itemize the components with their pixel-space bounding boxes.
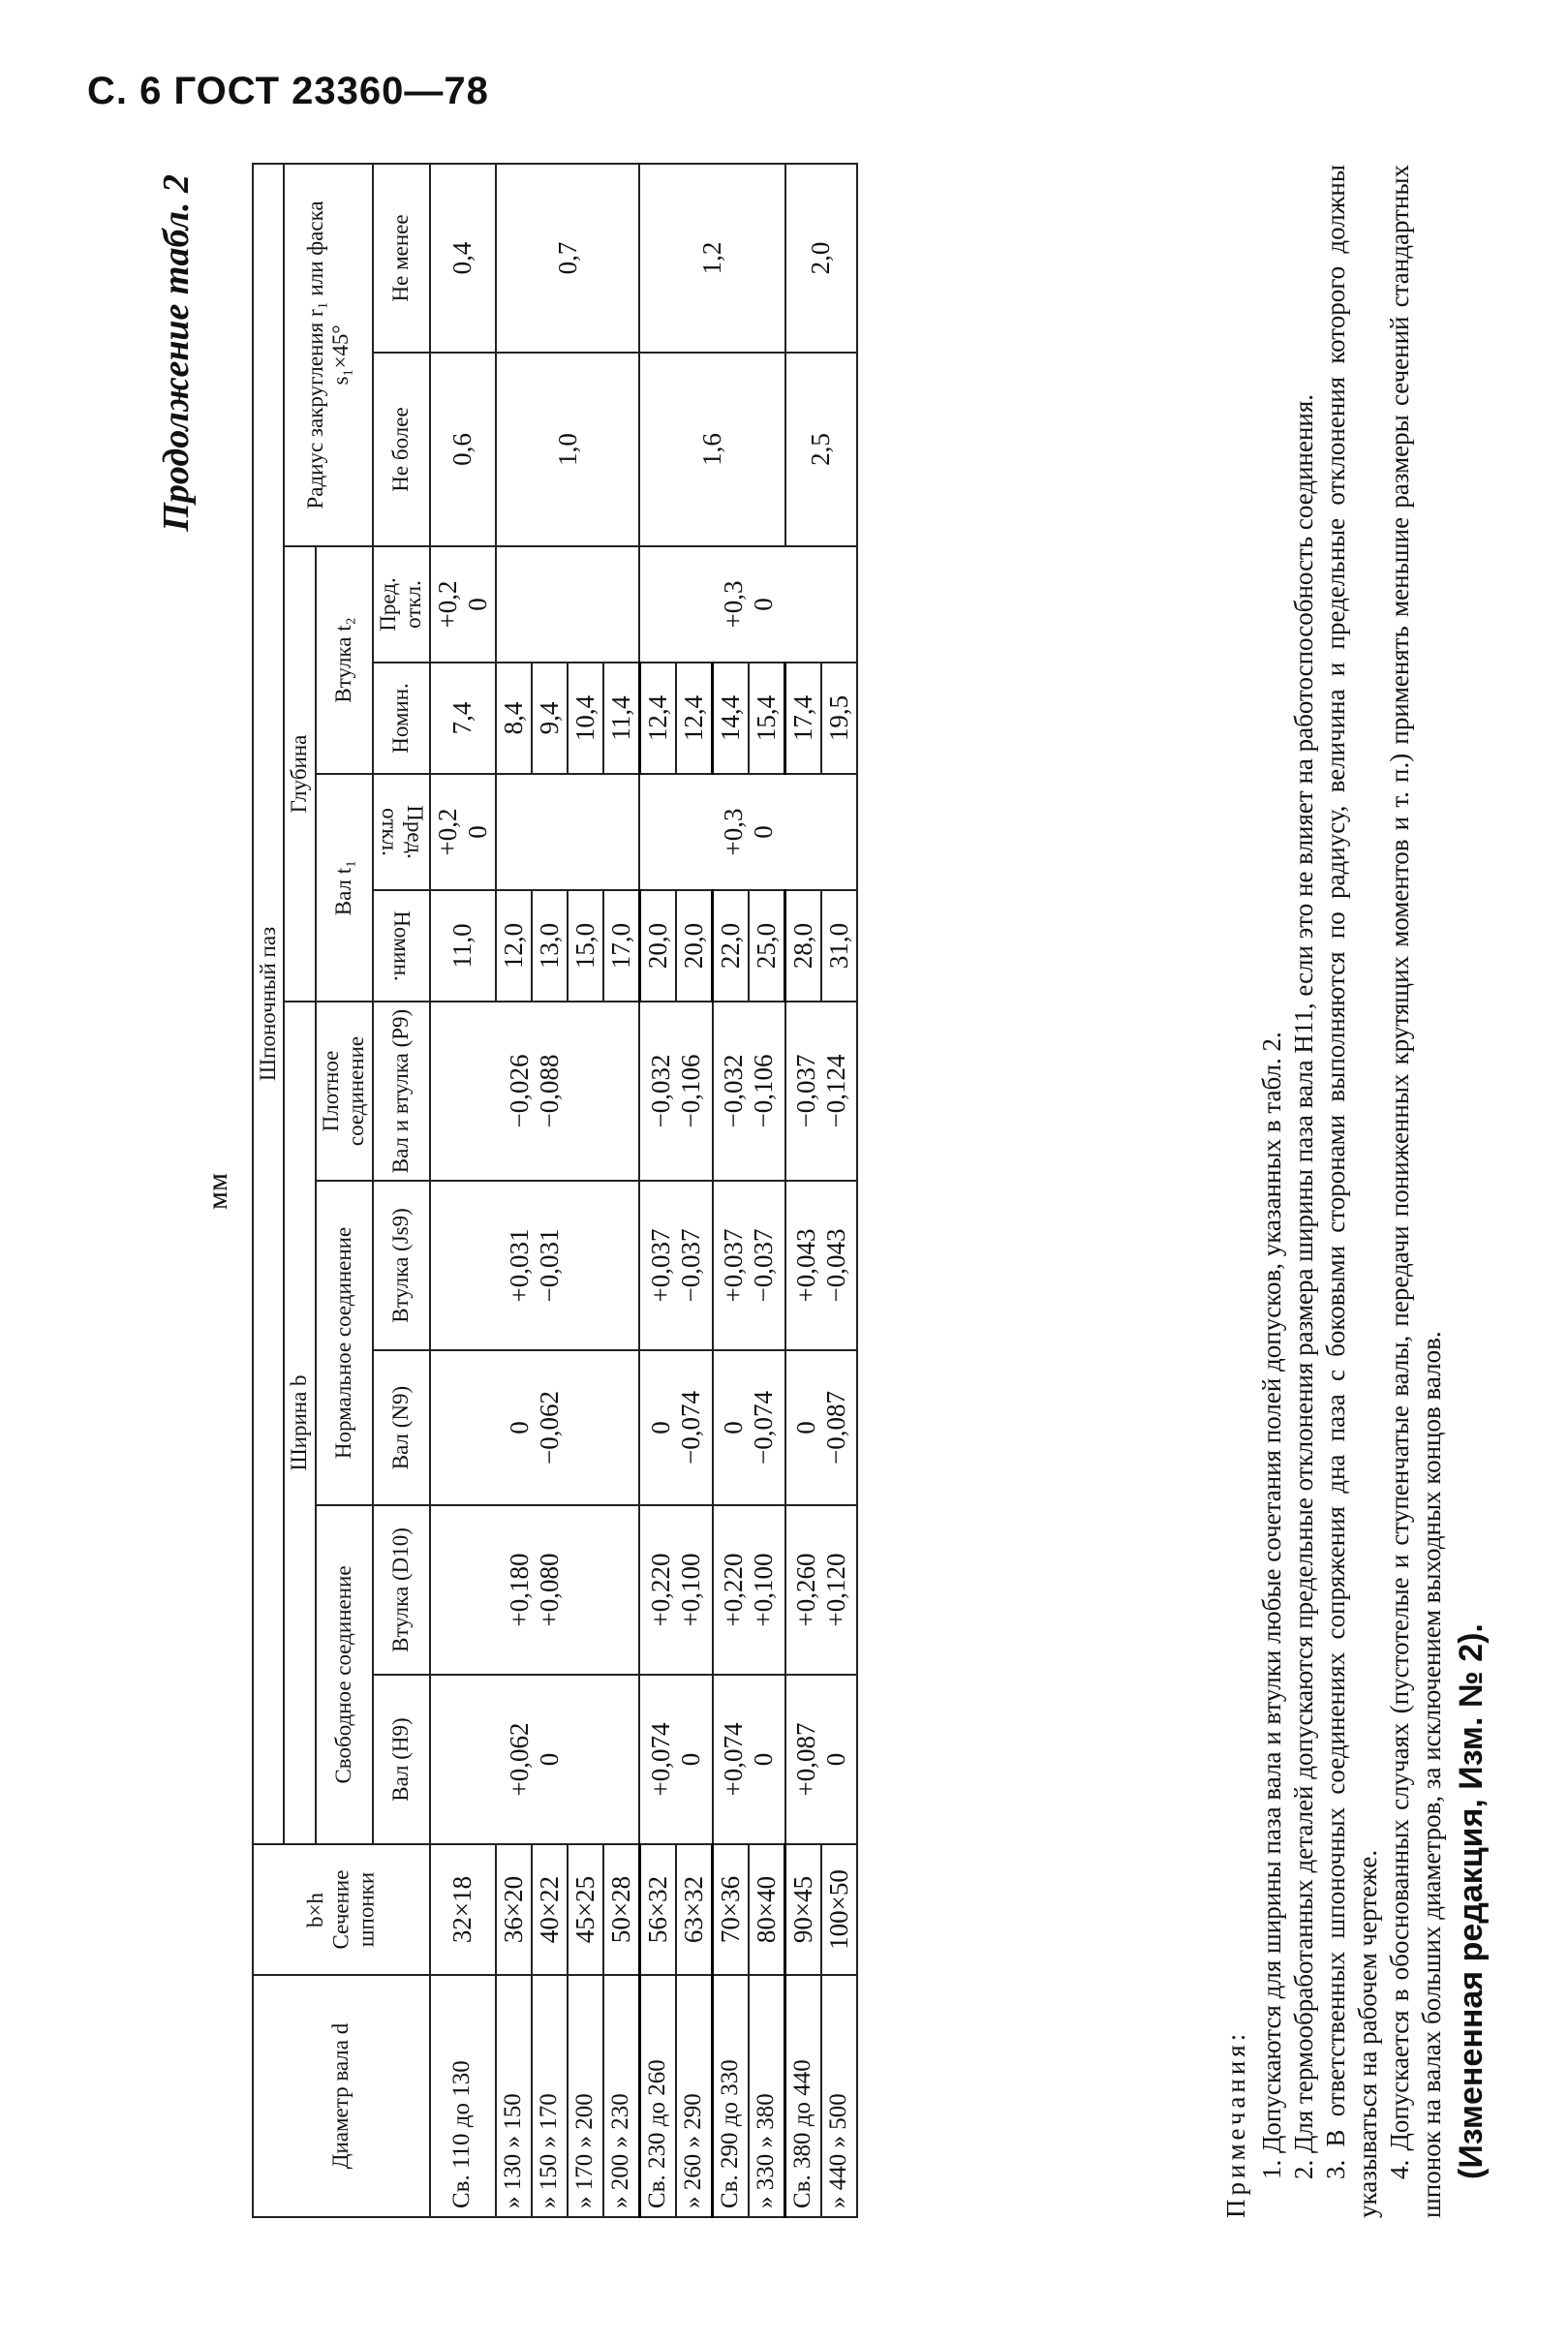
shaft-h9-cell: +0,062 0 [430, 1675, 640, 1844]
diameter-cell: » 330 » 380 [749, 1975, 785, 2217]
table-caption: Продолжение табл. 2 [156, 174, 197, 532]
note-3: 3. В ответственных шпоночных соединениях сопряжения дна паза с боковыми сторонами выполняются по радиусу, величина и предельные отклонения которого должны указываться на рабочем чертеже. [1320, 165, 1382, 2218]
diameter-cell: » 440 » 500 [821, 1975, 857, 2217]
section-cell: 80×40 [749, 1844, 785, 1975]
t1-nominal-cell: 17,0 [603, 890, 640, 1002]
t1-nominal-cell: 13,0 [532, 890, 568, 1002]
t1-nominal-cell: 20,0 [639, 890, 676, 1002]
t1-nominal-cell: 25,0 [749, 890, 785, 1002]
header-tight: Плотное соединение [316, 1002, 373, 1181]
radius-max-cell: 1,0 [496, 353, 640, 546]
hub-js9-cell: +0,031 −0,031 [430, 1181, 640, 1350]
diameter-cell: » 170 » 200 [568, 1975, 603, 2217]
t2-nominal-cell: 19,5 [821, 663, 857, 774]
section-cell: 50×28 [603, 1844, 640, 1975]
t1-nominal-cell: 22,0 [713, 890, 750, 1002]
header-shaft-n9: Вал (N9) [373, 1350, 430, 1505]
units-label: мм [201, 1173, 233, 1210]
t2-nominal-cell: 14,4 [713, 663, 750, 774]
section-cell: 90×45 [785, 1844, 822, 1975]
header-hub-t2: Втулка t₂ [316, 546, 373, 774]
shaft-n9-cell: 0 −0,087 [785, 1350, 858, 1505]
header-t1-nominal: Номин. [373, 890, 430, 1002]
header-t1-tolerance: Пред. откл. [373, 774, 430, 890]
header-hub-js9: Втулка (Js9) [373, 1181, 430, 1350]
t2-tolerance-cell: +0,2 0 [430, 546, 496, 663]
section-cell: 100×50 [821, 1844, 857, 1975]
section-cell: 45×25 [568, 1844, 603, 1975]
shaft-hub-p9-cell: −0,026 −0,088 [430, 1002, 640, 1181]
hub-d10-cell: +0,220 +0,100 [639, 1505, 712, 1675]
radius-min-cell: 1,2 [639, 164, 784, 353]
shaft-hub-p9-cell: −0,032 −0,106 [639, 1002, 712, 1181]
notes-title: Примечания: [1221, 2029, 1250, 2218]
hub-d10-cell: +0,180 +0,080 [430, 1505, 640, 1675]
note-4: 4. Допускается в обоснованных случаях (пустотелые и ступенчатые валы, передачи пониженных крутящих моментов и т. п.) применять меньшие размеры сечений стандартных шпонок на валах больших диаметров, за исключением выходных концов валов. [1384, 165, 1446, 2218]
radius-max-cell: 0,6 [430, 353, 496, 546]
section-cell: 36×20 [496, 1844, 532, 1975]
table-row [785, 164, 822, 2217]
shaft-hub-p9-cell: −0,032 −0,106 [713, 1002, 785, 1181]
header-shaft-t1: Вал t₁ [316, 774, 373, 1002]
header-free: Свободное соединение [316, 1505, 373, 1844]
header-keyway: Шпоночный паз [253, 164, 284, 1844]
header-section: Сечение шпонкиb×h [253, 1844, 430, 1975]
t1-nominal-cell: 15,0 [568, 890, 603, 1002]
diameter-cell: Св. 290 до 330 [713, 1975, 750, 2217]
t2-tolerance-cell [496, 546, 640, 663]
diameter-cell: » 150 » 170 [532, 1975, 568, 2217]
header-t2-nominal: Номин. [373, 663, 430, 774]
shaft-hub-p9-cell: −0,037 −0,124 [785, 1002, 858, 1181]
t2-nominal-cell: 7,4 [430, 663, 496, 774]
shaft-n9-cell: 0 −0,074 [713, 1350, 785, 1505]
header-width: Ширина b [284, 1002, 315, 1844]
radius-min-cell: 2,0 [785, 164, 858, 353]
t2-nominal-cell: 17,4 [785, 663, 822, 774]
revision-note: (Измененная редакция, Изм. № 2). [1452, 1623, 1490, 2179]
header-normal: Нормальное соединение [316, 1181, 373, 1505]
hub-js9-cell: +0,037 −0,037 [713, 1181, 785, 1350]
hub-js9-cell: +0,043 −0,043 [785, 1181, 858, 1350]
shaft-h9-cell: +0,087 0 [785, 1675, 858, 1844]
shaft-h9-cell: +0,074 0 [713, 1675, 785, 1844]
radius-min-cell: 0,7 [496, 164, 640, 353]
radius-min-cell: 0,4 [430, 164, 496, 353]
header-not-more: Не более [373, 353, 430, 546]
header-diameter: Диаметр вала d [253, 1975, 430, 2217]
key-dimensions-table [252, 163, 858, 2218]
note-1: 1. Допускаются для ширины паза вала и втулки любые сочетания полей допусков, указанных в табл. 2. [1256, 1032, 1286, 2179]
header-depth: Глубина [284, 546, 315, 1002]
section-cell: 63×32 [676, 1844, 713, 1975]
t1-nominal-cell: 31,0 [821, 890, 857, 1002]
shaft-n9-cell: 0 −0,074 [639, 1350, 712, 1505]
t2-nominal-cell: 11,4 [603, 663, 640, 774]
t2-nominal-cell: 8,4 [496, 663, 532, 774]
diameter-cell: » 200 » 230 [603, 1975, 640, 2217]
header-not-less: Не менее [373, 164, 430, 353]
page-header: С. 6 ГОСТ 23360—78 [87, 70, 489, 112]
t1-tolerance-cell [496, 774, 640, 890]
t2-nominal-cell: 15,4 [749, 663, 785, 774]
header-shaft-h9: Вал (H9) [373, 1675, 430, 1844]
t1-nominal-cell: 11,0 [430, 890, 496, 1002]
diameter-cell: » 260 » 290 [676, 1975, 713, 2217]
t2-nominal-cell: 9,4 [532, 663, 568, 774]
t1-nominal-cell: 12,0 [496, 890, 532, 1002]
t1-tolerance-cell: +0,3 0 [639, 774, 857, 890]
diameter-cell: Св. 110 до 130 [430, 1975, 496, 2217]
header-t2-tolerance: Пред. откл. [373, 546, 430, 663]
hub-d10-cell: +0,220 +0,100 [713, 1505, 785, 1675]
section-cell: 40×22 [532, 1844, 568, 1975]
radius-max-cell: 1,6 [639, 353, 784, 546]
table-row [639, 164, 676, 2217]
section-cell: 32×18 [430, 1844, 496, 1975]
t1-tolerance-cell: +0,2 0 [430, 774, 496, 890]
shaft-n9-cell: 0 −0,062 [430, 1350, 640, 1505]
hub-js9-cell: +0,037 −0,037 [639, 1181, 712, 1350]
shaft-h9-cell: +0,074 0 [639, 1675, 712, 1844]
rotated-content [155, 165, 1490, 2218]
t2-tolerance-cell: +0,3 0 [639, 546, 857, 663]
t1-nominal-cell: 28,0 [785, 890, 822, 1002]
header-shaft-hub-p9: Вал и втулка (P9) [373, 1002, 430, 1181]
notes-block [1220, 165, 1491, 2218]
diameter-cell: » 130 » 150 [496, 1975, 532, 2217]
diameter-cell: Св. 380 до 440 [785, 1975, 822, 2217]
note-2: 2. Для термообработанных деталей допускаются предельные отклонения размера ширины паза вала H11, если это не влияет на работоспособность соединения. [1288, 393, 1318, 2179]
t2-nominal-cell: 10,4 [568, 663, 603, 774]
header-hub-d10: Втулка (D10) [373, 1505, 430, 1675]
t1-nominal-cell: 20,0 [676, 890, 713, 1002]
diameter-cell: Св. 230 до 260 [639, 1975, 676, 2217]
radius-max-cell: 2,5 [785, 353, 858, 546]
header-radius: Радиус закругления r₁ или фаска s₁×45° [284, 164, 372, 546]
t2-nominal-cell: 12,4 [676, 663, 713, 774]
section-cell: 70×36 [713, 1844, 750, 1975]
table-row [430, 164, 496, 2217]
t2-nominal-cell: 12,4 [639, 663, 676, 774]
section-cell: 56×32 [639, 1844, 676, 1975]
hub-d10-cell: +0,260 +0,120 [785, 1505, 858, 1675]
